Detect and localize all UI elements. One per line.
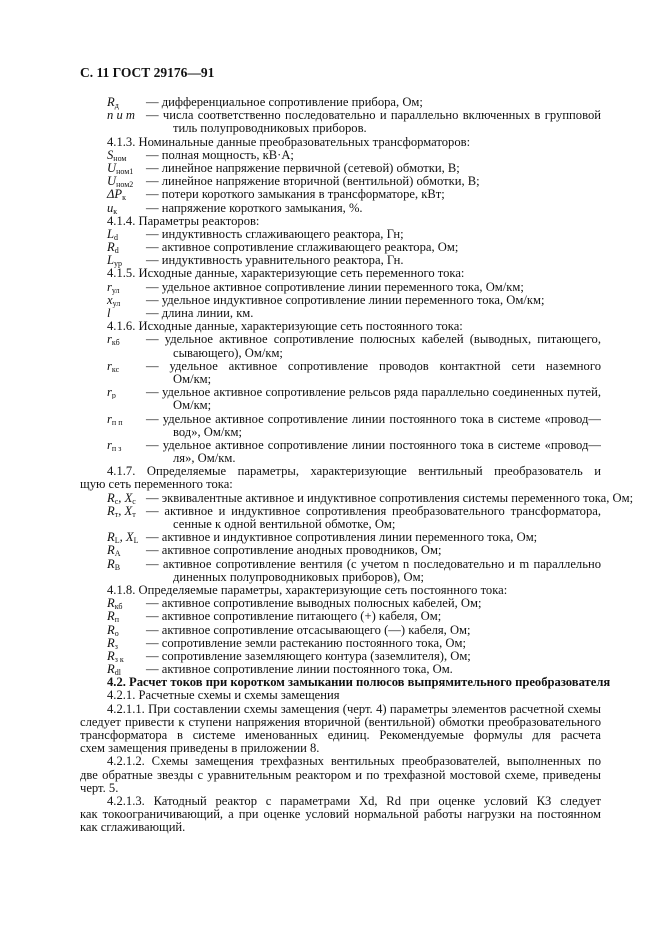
symbol <box>107 386 116 399</box>
symbol-main: S <box>107 147 114 162</box>
definition-text: — полная мощность, кВ·А; <box>146 147 294 162</box>
paragraph-line: как токоограничивающий, а при оценке условий нормальной работы нагрузки на постоянном <box>80 808 601 822</box>
definition-row <box>80 188 601 201</box>
symbol-subscript: кб <box>111 338 120 347</box>
paragraph-line: 4.2.1.3. Катодный реактор с параметрами Xd, Rd при оценке условий КЗ следует <box>107 794 601 808</box>
symbol-main: R <box>107 490 115 505</box>
symbol-subscript: к <box>113 206 118 216</box>
symbol-subscript: A <box>114 549 121 559</box>
definition-row <box>80 439 601 452</box>
definition-text: — активное сопротивление линии постоянного тока, Ом. <box>146 662 453 677</box>
definition-text: — активное сопротивление вентиля (с учетом n последовательно и m параллельно <box>146 557 601 571</box>
symbol-main: R <box>107 95 115 109</box>
symbol-main: r <box>107 359 112 373</box>
definition-row <box>80 610 601 623</box>
paragraph-line: схем замещения приведены в приложении 8. <box>80 741 320 756</box>
symbol-main: L <box>107 226 115 241</box>
symbol-subscript: п з <box>111 443 122 453</box>
symbol-main: R <box>107 648 115 663</box>
symbol <box>107 333 120 346</box>
definition-text: — активное сопротивление анодных проводников, Ом; <box>146 543 442 558</box>
definition-text: — индуктивность сглаживающего реактора, Гн; <box>146 226 404 241</box>
definition-row <box>80 202 601 215</box>
symbol-main: u <box>107 200 114 215</box>
symbol-subscript: о <box>114 628 119 638</box>
symbol <box>107 558 120 571</box>
symbol-subscript: ном <box>113 153 127 163</box>
symbol <box>107 492 136 505</box>
symbol-main: r <box>107 279 112 294</box>
definition-text: — дифференциальное сопротивление прибора, Ом; <box>146 95 423 109</box>
symbol-main: R <box>107 504 115 518</box>
definition-text: — удельное активное сопротивление линии постоянного тока в системе «провод— <box>146 412 601 426</box>
symbol-main: , X <box>118 504 133 518</box>
symbol-main: R <box>107 635 115 650</box>
definition-text: — напряжение короткого замыкания, %. <box>146 200 363 215</box>
symbol-main: U <box>107 160 117 175</box>
symbol-main: ΔP <box>107 187 123 202</box>
paragraph-line: 4.1.7. Определяемые параметры, характеризующие вентильный преобразователь и <box>107 465 601 479</box>
definition-text: — эквивалентные активное и индуктивное сопротивления системы переменного тока, Ом; <box>146 490 634 505</box>
symbol <box>107 109 135 122</box>
symbol-main: r <box>107 412 112 426</box>
section-heading: 4.2. Расчет токов при коротком замыкании полюсов выпрямительного преобразователя <box>107 675 611 690</box>
definition-row <box>80 413 601 426</box>
symbol-subscript: ном1 <box>116 166 134 176</box>
definition-text: — активное сопротивление питающего (+) кабеля, Ом; <box>146 609 442 624</box>
definition-text: — сопротивление земли растеканию постоянного тока, Ом; <box>146 635 466 650</box>
definition-continuation: сывающего), Ом/км; <box>173 345 283 360</box>
definition-continuation: ля», Ом/км. <box>173 451 236 466</box>
definition-row <box>80 96 601 109</box>
definition-row <box>80 544 601 557</box>
symbol-main: R <box>107 557 115 571</box>
symbol-main: , X <box>119 530 134 545</box>
symbol-subscript: ном2 <box>116 180 134 190</box>
symbol-subscript: с <box>132 496 136 506</box>
definition-text: — удельное активное сопротивление проводов контактной сети наземного <box>146 359 601 373</box>
symbol-subscript: п <box>114 615 119 625</box>
symbol-subscript: dl <box>114 668 121 678</box>
paragraph-line: 4.2.1.2. Схемы замещения трехфазных вентильных преобразователей, выполненных по <box>107 755 601 769</box>
definition-text: — числа соответственно последовательно и параллельно включенных в групповой <box>146 109 601 123</box>
symbol-main: r <box>107 438 112 452</box>
symbol <box>107 439 121 452</box>
paragraph-line: 4.1.5. Исходные данные, характеризующие сеть переменного тока: <box>107 266 465 281</box>
symbol-main: U <box>107 174 117 189</box>
paragraph-line: 4.1.8. Определяемые параметры, характеризующие сеть постоянного тока: <box>107 582 508 597</box>
symbol-subscript: ур <box>114 259 123 269</box>
symbol-subscript: ул <box>111 285 120 295</box>
definition-row <box>80 149 601 162</box>
definition-text: — длина линии, км. <box>146 306 254 320</box>
definition-text: — удельное активное сопротивление линии переменного тока, Ом/км; <box>146 279 524 294</box>
definition-text: — активное сопротивление выводных полюсных кабелей, Ом; <box>146 596 482 611</box>
definition-row <box>80 624 601 637</box>
definition-text: — активное и индуктивное сопротивления преобразовательного трансформатора, <box>146 504 601 518</box>
definition-text: — удельное активное сопротивление полюсных кабелей (выводных, питающего, <box>146 333 601 347</box>
symbol-subscript: d <box>114 246 119 256</box>
symbol-main: L <box>107 253 115 268</box>
definition-row <box>80 333 601 346</box>
paragraph-line: как сглаживающий. <box>80 820 186 835</box>
paragraph-line: 4.2.1.1. При составлении схемы замещения (черт. 4) параметры элементов расчетной схемы <box>107 702 601 716</box>
paragraph-line: две обратные звезды с уравнительным реактором и по трехфазной мостовой схеме, приведены <box>80 768 601 782</box>
symbol-subscript: т <box>114 509 119 518</box>
symbol-main: r <box>107 333 112 347</box>
symbol-subscript: кб <box>114 602 123 612</box>
definition-text: — удельное активное сопротивление линии постоянного тока в системе «провод— <box>146 438 601 452</box>
symbol-main: R <box>107 240 115 255</box>
paragraph-line: 4.1.4. Параметры реакторов: <box>107 213 260 228</box>
definition-text: — удельное активное сопротивление рельсов ряда параллельно соединенных путей, <box>146 386 601 400</box>
symbol <box>107 413 122 426</box>
symbol-main: x <box>107 292 113 307</box>
definition-text: — индуктивность уравнительного реактора, Гн. <box>146 253 404 268</box>
symbol-main: R <box>107 596 115 611</box>
symbol-subscript: т <box>132 509 136 518</box>
symbol <box>107 202 117 215</box>
definition-continuation: тиль полупроводниковых приборов. <box>173 121 367 136</box>
definition-continuation: Ом/км; <box>173 371 212 386</box>
symbol-main: R <box>107 662 115 677</box>
symbol-subscript: L <box>133 536 139 546</box>
symbol-subscript: з <box>114 641 118 651</box>
definition-row <box>80 386 601 399</box>
definition-text: — удельное индуктивное сопротивление линии переменного тока, Ом/км; <box>146 292 545 307</box>
symbol-subscript: р <box>111 391 116 400</box>
definition-row <box>80 637 601 650</box>
definition-continuation: Ом/км; <box>173 398 212 413</box>
paragraph-line: трансформатора в системе именованных единиц. Рекомендуемые формулы для расчета <box>80 729 601 742</box>
symbol-main: R <box>107 543 115 558</box>
symbol <box>107 505 136 518</box>
symbol-main: n и m <box>107 109 135 123</box>
symbol-main: R <box>107 622 115 637</box>
document-body <box>80 95 634 835</box>
symbol <box>107 96 119 109</box>
paragraph-line: щую сеть переменного тока: <box>80 477 233 492</box>
definition-continuation: сенные к одной вентильной обмотке, Ом; <box>173 517 396 531</box>
definition-row <box>80 281 601 294</box>
symbol-subscript: d <box>114 232 119 242</box>
symbol-subscript: L <box>114 536 120 546</box>
definition-text: — активное сопротивление сглаживающего реактора, Ом; <box>146 240 459 255</box>
definition-continuation: вод», Ом/км; <box>173 424 242 439</box>
definition-text: — линейное напряжение первичной (сетевой) обмотки, В; <box>146 160 460 175</box>
symbol-main: l <box>107 306 111 320</box>
symbol-subscript: п п <box>111 417 123 426</box>
paragraph-line: следует привести к ступени напряжения вторичной (вентильной) обмотки преобразовательного <box>80 715 601 729</box>
symbol-main: r <box>107 386 112 400</box>
symbol <box>107 544 120 557</box>
paragraph-line: 4.2.1. Расчетные схемы и схемы замещения <box>107 688 340 703</box>
symbol-subscript: кс <box>111 364 120 373</box>
symbol-subscript: з к <box>114 654 124 664</box>
definition-text: — потери короткого замыкания в трансформаторе, кВт; <box>146 187 445 202</box>
definition-row <box>80 490 634 506</box>
page-header: С. 11 ГОСТ 29176—91 <box>80 65 215 80</box>
definition-text: — активное сопротивление отсасывающего (—) кабеля, Ом; <box>146 622 471 637</box>
symbol-main: R <box>107 609 115 624</box>
symbol-subscript: В <box>114 562 121 571</box>
symbol-main: R <box>107 530 115 545</box>
definition-row <box>80 360 601 373</box>
definition-text: — активное и индуктивное сопротивления линии переменного тока, Ом; <box>146 530 538 545</box>
definition-continuation: диненных полупроводниковых приборов), Ом; <box>173 569 425 584</box>
symbol-subscript: с <box>114 496 119 506</box>
symbol-main: , X <box>118 490 133 505</box>
definition-text: — линейное напряжение вторичной (вентильной) обмотки, В; <box>146 174 480 189</box>
paragraph-line: 4.1.3. Номинальные данные преобразовательных трансформаторов: <box>107 134 471 149</box>
definition-text: — сопротивление заземляющего контура (заземлителя), Ом; <box>146 648 471 663</box>
symbol-subscript: д <box>114 101 119 110</box>
paragraph-line: 4.1.6. Исходные данные, характеризующие сеть постоянного тока: <box>107 319 463 334</box>
symbol-subscript: ул <box>112 298 121 308</box>
symbol <box>107 360 119 373</box>
paragraph-line: черт. 5. <box>80 780 119 795</box>
symbol-subscript: к <box>122 193 126 203</box>
definition-row <box>80 558 601 571</box>
